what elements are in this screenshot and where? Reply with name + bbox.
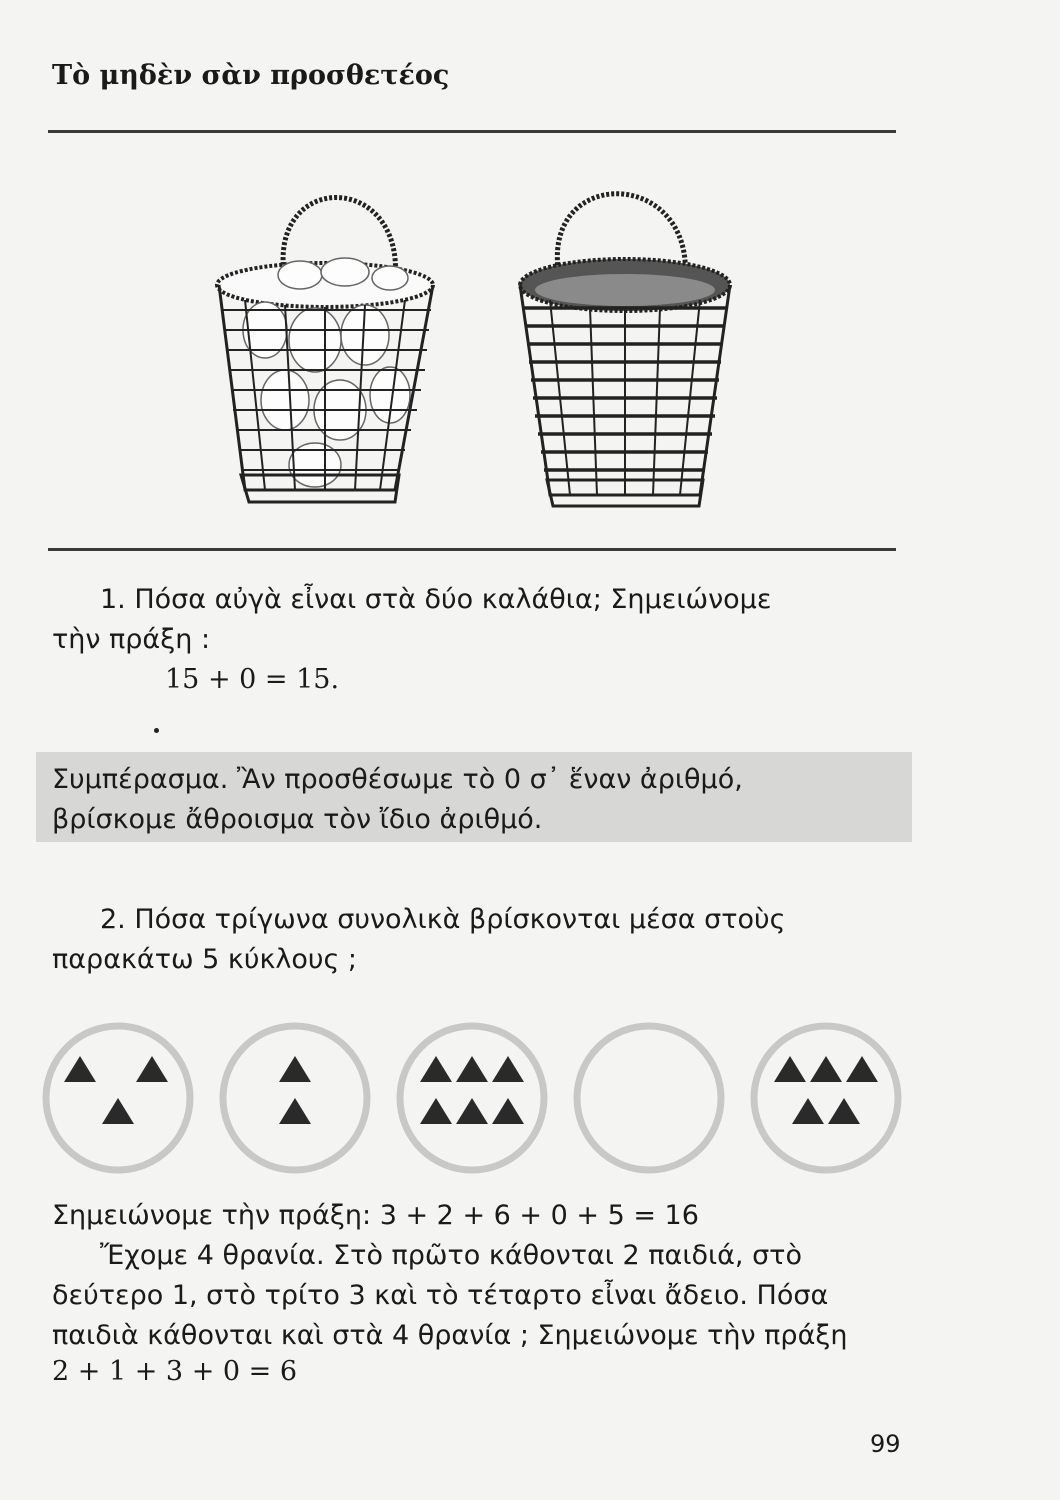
exercise-1-question-cont: τὴν πράξη : xyxy=(52,624,211,655)
triangle xyxy=(846,1056,878,1082)
triangle xyxy=(774,1056,806,1082)
page-title: Τὸ μηδὲν σὰν προσθετέος xyxy=(52,60,450,91)
triangle xyxy=(279,1098,311,1124)
exercise-1-equation: 15 + 0 = 15. xyxy=(165,664,340,695)
triangle xyxy=(420,1056,452,1082)
conclusion-text xyxy=(52,760,743,840)
exercise-1-question: 1. Πόσα αὐγὰ εἶναι στὰ δύο καλάθια; Σημειώνομε xyxy=(100,584,772,615)
baskets-illustration xyxy=(205,150,745,530)
exercise-2-question: 2. Πόσα τρίγωνα συνολικὰ βρίσκονται μέσα στοὺς xyxy=(100,904,786,935)
page-number: 99 xyxy=(870,1430,901,1458)
triangle xyxy=(456,1056,488,1082)
triangle xyxy=(64,1056,96,1082)
triangle xyxy=(102,1098,134,1124)
triangle xyxy=(828,1098,860,1124)
conclusion-line-2: βρίσκομε ἄθροισμα τὸν ἴδιο ἀριθμό. xyxy=(52,804,543,835)
problem-equation: 2 + 1 + 3 + 0 = 6 xyxy=(52,1356,298,1387)
triangle xyxy=(420,1098,452,1124)
triangle xyxy=(792,1098,824,1124)
problem-line-2: δεύτερο 1, στὸ τρίτο 3 καὶ τὸ τέταρτο εἶναι ἄδειο. Πόσα xyxy=(52,1280,829,1311)
triangle xyxy=(456,1098,488,1124)
triangle-circles xyxy=(40,1020,920,1190)
stray-dot xyxy=(154,728,159,733)
exercise-2-question-cont: παρακάτω 5 κύκλους ; xyxy=(52,944,358,975)
operation-note: Σημειώνομε τὴν πράξη: 3 + 2 + 6 + 0 + 5 = 16 xyxy=(52,1200,699,1231)
top-divider xyxy=(48,130,896,133)
triangle xyxy=(492,1098,524,1124)
conclusion-line-1: Συμπέρασμα. Ἂν προσθέσωμε τὸ 0 σ᾽ ἕναν ἀριθμό, xyxy=(52,764,743,795)
basket-with-eggs xyxy=(217,198,433,503)
circle-5 xyxy=(754,1026,898,1170)
problem-line-1: Ἔχομε 4 θρανία. Στὸ πρῶτο κάθονται 2 παιδιά, στὸ xyxy=(100,1240,802,1271)
triangle xyxy=(279,1056,311,1082)
problem-line-3: παιδιὰ κάθονται καὶ στὰ 4 θρανία ; Σημειώνομε τὴν πράξη xyxy=(52,1320,848,1351)
middle-divider xyxy=(48,548,896,551)
circle-4 xyxy=(577,1026,721,1170)
empty-basket xyxy=(520,194,730,506)
triangle xyxy=(136,1056,168,1082)
triangle xyxy=(810,1056,842,1082)
triangle xyxy=(492,1056,524,1082)
